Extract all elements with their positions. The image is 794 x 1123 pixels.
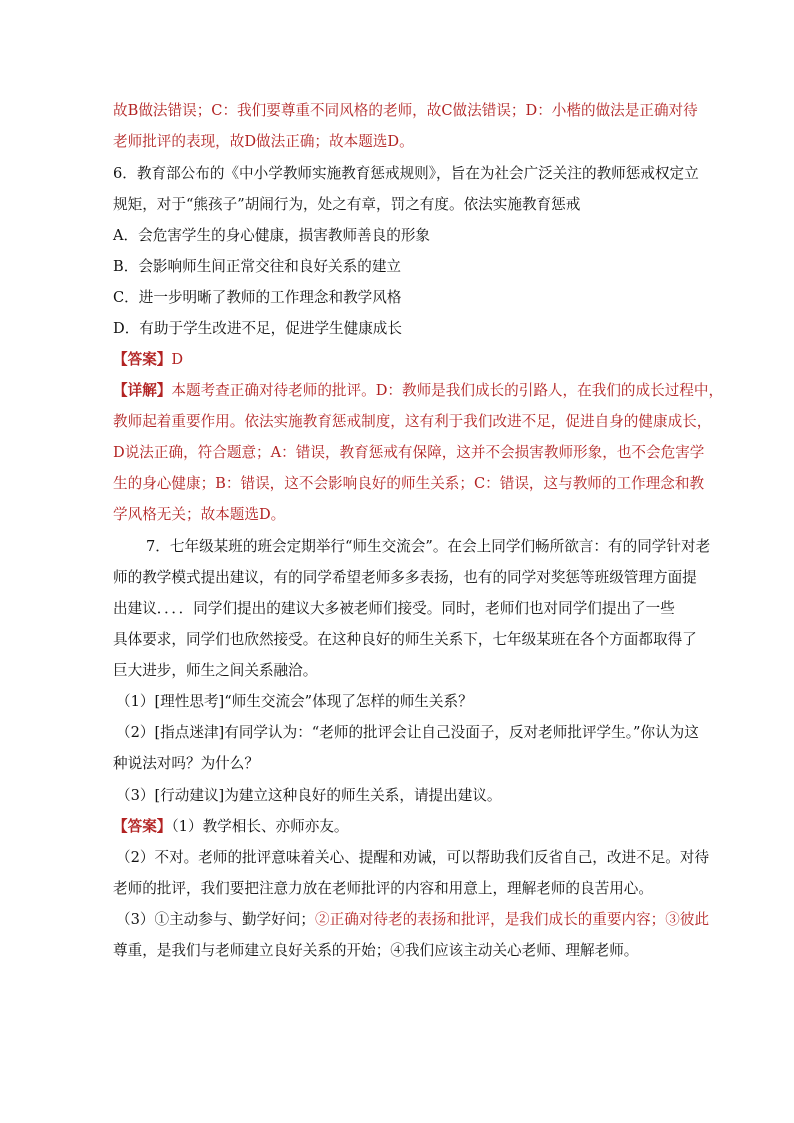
question-6-detail: 生的身心健康；B：错误，这不会影响良好的师生关系；C：错误，这与教师的工作理念和教 xyxy=(113,475,705,492)
sub-question-3: （3）[行动建议]为建立这种良好的师生关系，请提出建议。 xyxy=(116,787,502,804)
prev-explanation-line: 故B做法错误；C：我们要尊重不同风格的老师，故C做法错误；D：小楷的做法是正确对待 xyxy=(113,102,698,119)
question-7-stem: 7．七年级某班的班会定期举行“师生交流会”。在会上同学们畅所欲言：有的同学针对老 xyxy=(146,538,711,555)
option-c: C．进一步明晰了教师的工作理念和教学风格 xyxy=(113,289,402,306)
question-7-stem: 巨大进步，师生之间关系融洽。 xyxy=(113,662,318,679)
option-a: A．会危害学生的身心健康，损害教师善良的形象 xyxy=(113,227,431,244)
question-7-stem: 出建议．．．．同学们提出的建议大多被老师们接受。同时，老师们也对同学们提出了一些 xyxy=(113,600,675,617)
question-6-detail: D说法正确，符合题意；A：错误，教育惩戒有保障，这并不会损害教师形象，也不会危害学 xyxy=(113,444,705,461)
question-6-detail: 教师起着重要作用。依法实施教育惩戒制度，这有利于我们改进不足，促进自身的健康成长， xyxy=(113,413,712,430)
question-7-answer xyxy=(113,816,349,838)
question-6-detail xyxy=(113,380,723,402)
question-6-detail: 学风格无关；故本题选D。 xyxy=(113,506,286,523)
question-6-stem: 规矩，对于“熊孩子”胡闹行为，处之有章，罚之有度。依法实施教育惩戒 xyxy=(113,196,581,213)
answer-3-part: （3）①主动参与、勤学好问； xyxy=(116,911,316,928)
question-6-answer xyxy=(113,349,183,371)
answer-3: 尊重，是我们与老师建立良好关系的开始；④我们应该主动关心老师、理解老师。 xyxy=(113,942,639,959)
answer-2: （2）不对。老师的批评意味着关心、提醒和劝诫，可以帮助我们反省自己，改进不足。对待 xyxy=(116,849,710,866)
answer-value: D xyxy=(171,351,184,368)
question-7-stem: 师的教学模式提出建议，有的同学希望老师多多表扬，也有的同学对奖惩等班级管理方面提 xyxy=(113,569,697,586)
option-b: B．会影响师生间正常交往和良好关系的建立 xyxy=(113,258,402,275)
answer-tag: 【答案】 xyxy=(113,351,172,368)
answer-3-highlight: ②正确对待老的表扬和批评，是我们成长的重要内容；③彼此 xyxy=(315,911,710,928)
sub-question-2: （2）[指点迷津]有同学认为：“老师的批评会让自己没面子，反对老师批评学生。”你认为这 xyxy=(116,724,699,741)
answer-tag: 【答案】 xyxy=(113,818,172,835)
sub-question-1: （1）[理性思考]“师生交流会”体现了怎样的师生关系？ xyxy=(116,693,473,710)
answer-1: （1）教学相长、亦师亦友。 xyxy=(171,818,349,835)
answer-2: 老师的批评，我们要把注意力放在老师批评的内容和用意上，理解老师的良苦用心。 xyxy=(113,880,653,897)
prev-explanation-line: 老师批评的表现，故D做法正确；故本题选D。 xyxy=(113,133,414,150)
option-d: D．有助于学生改进不足，促进学生健康成长 xyxy=(113,320,402,337)
detail-text: 本题考查正确对待老师的批评。D：教师是我们成长的引路人，在我们的成长过程中， xyxy=(171,382,724,399)
sub-question-2: 种说法对吗？为什么？ xyxy=(113,755,259,772)
detail-tag: 【详解】 xyxy=(113,382,172,399)
answer-3 xyxy=(116,909,709,931)
question-6-stem: 6．教育部公布的《中小学教师实施教育惩戒规则》，旨在为社会广泛关注的教师惩戒权定立 xyxy=(113,165,699,182)
question-7-stem: 具体要求，同学们也欣然接受。在这种良好的师生关系下，七年级某班在各个方面都取得了 xyxy=(113,631,697,648)
